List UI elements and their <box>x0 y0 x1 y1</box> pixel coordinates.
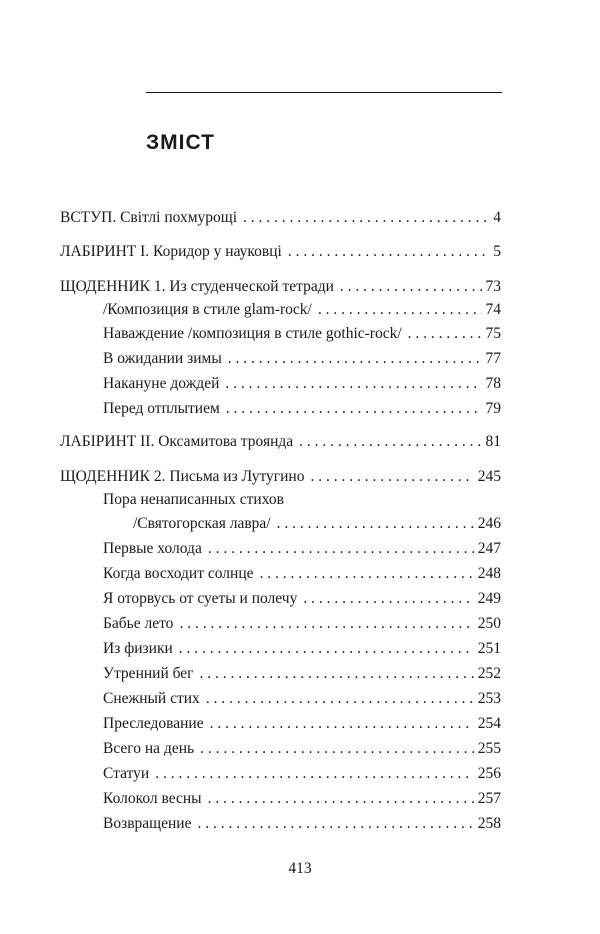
toc-entry-page: 248 <box>477 565 501 582</box>
leader-dots <box>179 639 474 659</box>
page-number: 413 <box>288 860 312 877</box>
toc-entry-labyrinth-2[interactable] <box>60 432 501 452</box>
toc-entry[interactable] <box>103 814 501 834</box>
toc-entry[interactable] <box>133 514 501 534</box>
leader-dots <box>200 664 474 684</box>
leader-dots <box>208 539 474 559</box>
toc-entry-labyrinth-1[interactable] <box>60 242 501 262</box>
toc-entry[interactable] <box>103 639 501 659</box>
toc-entry-page: 252 <box>477 665 501 682</box>
toc-entry-label: ЛАБІРИНТ ІІ. Оксамитова троянда <box>60 433 294 450</box>
toc-entry-page: 258 <box>477 815 501 832</box>
toc-entry-page: 257 <box>477 790 501 807</box>
leader-dots <box>228 349 482 369</box>
toc-entry-page: 250 <box>477 615 501 632</box>
toc-entry-label: Из физики <box>103 640 173 657</box>
toc-entry[interactable] <box>103 374 501 394</box>
toc-entry-label: Статуи <box>103 765 150 782</box>
toc-entry-page: 75 <box>485 325 501 342</box>
toc-entry-page: 79 <box>485 400 501 417</box>
toc-entry-label: В ожидании зимы <box>103 350 222 367</box>
page-title: ЗМІСТ <box>146 131 215 154</box>
toc-entry-label: Снежный стих <box>103 690 200 707</box>
leader-dots <box>225 374 481 394</box>
leader-dots <box>288 242 489 262</box>
toc-entry-diary-2[interactable] <box>60 467 501 487</box>
toc-entry-page: 73 <box>485 278 501 295</box>
toc-entry-label-line-1[interactable]: Пора ненаписанных стихов <box>103 491 284 508</box>
toc-entry-label: ЩОДЕННИК 2. Письма из Лутугино <box>60 468 305 485</box>
toc-entry-page: 251 <box>477 640 501 657</box>
leader-dots <box>318 300 482 320</box>
toc-entry-page: 4 <box>493 209 501 226</box>
toc-entry-page: 253 <box>477 690 501 707</box>
toc-entry[interactable] <box>103 764 501 784</box>
toc-entry-page: 81 <box>485 433 501 450</box>
toc-entry-label: ВСТУП. Світлі похмурощі <box>60 209 238 226</box>
leader-dots <box>208 789 474 809</box>
toc-entry[interactable] <box>103 689 501 709</box>
toc-entry-label: Первые холода <box>103 540 202 557</box>
leader-dots <box>200 739 474 759</box>
leader-dots <box>277 514 474 534</box>
toc-entry[interactable] <box>103 739 501 759</box>
toc-entry-label: Колокол весны <box>103 790 202 807</box>
toc-entry-page: 256 <box>477 765 501 782</box>
toc-entry-page: 249 <box>477 590 501 607</box>
toc-entry-label: Возвращение <box>103 815 192 832</box>
leader-dots <box>179 614 473 634</box>
toc-entry[interactable] <box>103 789 501 809</box>
toc-entry-intro[interactable] <box>60 208 501 228</box>
leader-dots <box>310 467 473 487</box>
toc-entry-page: 5 <box>493 243 501 260</box>
toc-entry[interactable] <box>103 399 501 419</box>
toc-entry-label: Когда восходит солнце <box>103 565 254 582</box>
toc-entry-label: Преследование <box>103 715 204 732</box>
toc-entry-label: ЛАБІРИНТ І. Коридор у науковці <box>60 243 282 260</box>
leader-dots <box>303 589 473 609</box>
leader-dots <box>260 564 474 584</box>
toc-entry[interactable] <box>103 539 501 559</box>
leader-dots <box>340 277 482 297</box>
toc-entry-page: 245 <box>477 468 501 485</box>
toc-entry[interactable] <box>103 324 501 344</box>
toc-entry[interactable] <box>103 589 501 609</box>
leader-dots <box>155 764 474 784</box>
toc-entry-label: Всего на день <box>103 740 195 757</box>
toc-entry[interactable] <box>103 664 501 684</box>
toc-entry-page: 74 <box>485 301 501 318</box>
toc-entry-label: Утренний бег <box>103 665 194 682</box>
toc-entry-label: Перед отплытием <box>103 400 220 417</box>
toc-entry[interactable] <box>103 714 501 734</box>
toc-entry[interactable] <box>103 564 501 584</box>
toc-entry-label: Накануне дождей <box>103 375 220 392</box>
leader-dots <box>206 689 474 709</box>
toc-entry[interactable] <box>103 300 501 320</box>
toc-entry-page: 246 <box>477 515 501 532</box>
leader-dots <box>210 714 474 734</box>
toc-entry-page: 77 <box>485 350 501 367</box>
leader-dots <box>243 208 489 228</box>
toc-entry-diary-1[interactable] <box>60 277 501 297</box>
toc-entry-page: 255 <box>477 740 501 757</box>
toc-entry-page: 78 <box>485 375 501 392</box>
toc-entry-label: /Композиция в стиле glam-rock/ <box>103 301 312 318</box>
leader-dots <box>408 324 482 344</box>
toc-entry-label: Бабье лето <box>103 615 174 632</box>
top-rule <box>146 92 502 93</box>
toc-entry-label: ЩОДЕННИК 1. Из студенческой тетради <box>60 278 334 295</box>
toc-entry-label: Наваждение /композиция в стиле gothic-rock/ <box>103 325 402 342</box>
toc-entry-label: /Святогорская лавра/ <box>133 515 271 532</box>
toc-entry-label: Я оторвусь от суеты и полечу <box>103 590 298 607</box>
toc-entry[interactable] <box>103 349 501 369</box>
leader-dots <box>226 399 482 419</box>
toc-entry-page: 247 <box>477 540 501 557</box>
leader-dots <box>299 432 481 452</box>
leader-dots <box>197 814 473 834</box>
toc-entry[interactable] <box>103 614 501 634</box>
toc-entry-page: 254 <box>477 715 501 732</box>
